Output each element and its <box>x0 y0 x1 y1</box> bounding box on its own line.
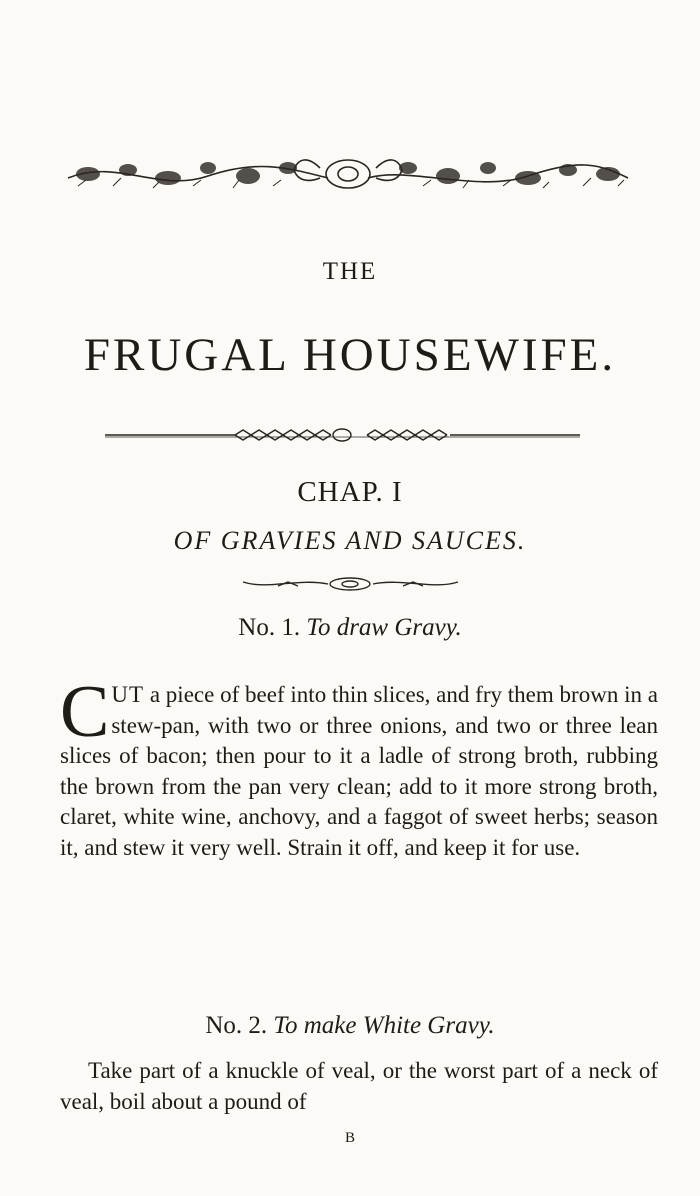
floral-headpiece-icon <box>58 148 638 200</box>
small-flourish-icon <box>238 574 463 594</box>
decorative-rule-icon <box>105 424 580 446</box>
section-title-2: To make White Gravy. <box>273 1012 495 1039</box>
chapter-subtitle: OF GRAVIES AND SAUCES. <box>173 526 527 555</box>
section-number-2: No. 2. <box>205 1012 268 1039</box>
section-number-1: No. 1. <box>238 614 301 641</box>
paragraph-1 <box>60 671 658 863</box>
title-the: THE <box>322 258 378 285</box>
section-heading-1 <box>0 614 700 642</box>
paragraph-1-smallcaps: UT <box>111 682 145 707</box>
chapter-heading: CHAP. I <box>297 476 403 508</box>
drop-cap: C <box>60 671 110 753</box>
signature-mark: B <box>344 1130 355 1146</box>
paragraph-1-body: a piece of beef into thin slices, and fry them brown in a stew-pan, with two or three onions, and two or three lean slices of bacon; then pour to it a ladle of strong broth, rubbing the brown from the pan very clean; add to it more strong broth, claret, white wine, anchovy, and a faggot of sweet herbs; season it, and stew it very well. Strain it off, and keep it for use. <box>60 682 658 860</box>
section-heading-2 <box>0 1012 700 1040</box>
section-title-1: To draw Gravy. <box>306 614 462 641</box>
book-title: FRUGAL HOUSEWIFE. <box>83 329 617 381</box>
paragraph-2: Take part of a knuckle of veal, or the worst part of a neck of veal, boil about a pound of <box>60 1058 658 1114</box>
